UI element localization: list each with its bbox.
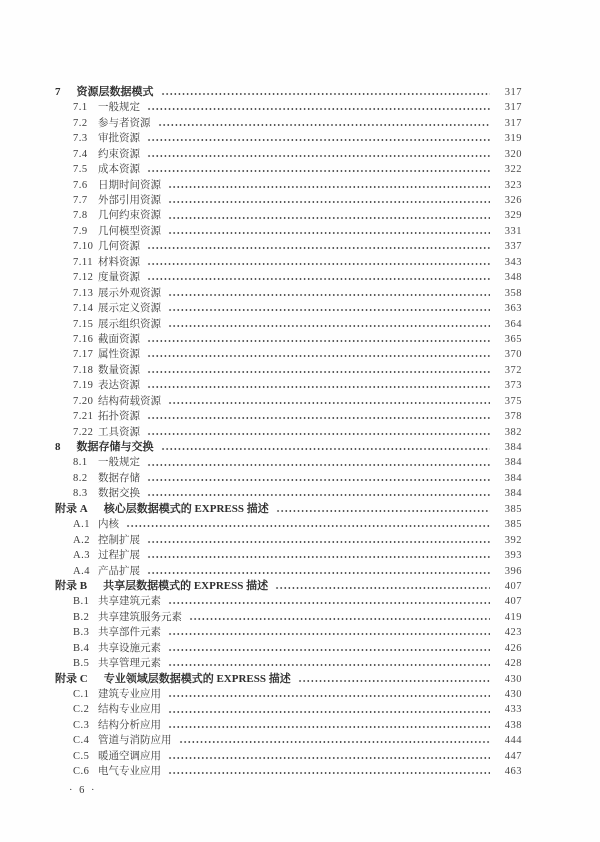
toc-entry-number: 7.12 bbox=[73, 272, 94, 284]
toc-entry-number: 8.3 bbox=[73, 488, 88, 500]
toc-entry-title: 共享建筑元素 bbox=[98, 596, 161, 608]
dot-leader bbox=[276, 502, 490, 517]
toc-entry-title: 展示外观资源 bbox=[98, 287, 161, 299]
toc-entry-number: 7.4 bbox=[73, 148, 88, 160]
toc-entry-title: 展示组织资源 bbox=[98, 318, 161, 330]
toc-entry-number: B.3 bbox=[73, 627, 90, 639]
dot-leader bbox=[147, 100, 490, 115]
toc-entry-page: 382 bbox=[504, 426, 522, 438]
toc-entry-number: 7.15 bbox=[73, 318, 94, 330]
toc-entry-page: 419 bbox=[504, 611, 522, 623]
dot-leader bbox=[168, 301, 490, 316]
toc-row bbox=[55, 162, 522, 177]
toc-row bbox=[55, 764, 522, 779]
toc-entry-number: 7.20 bbox=[73, 395, 94, 407]
toc-row bbox=[55, 85, 522, 100]
toc-entry-title: 工具资源 bbox=[98, 426, 140, 438]
dot-leader bbox=[147, 270, 490, 285]
toc-entry-page: 428 bbox=[504, 658, 522, 670]
toc-entry-number: C.2 bbox=[73, 704, 90, 716]
toc-entry-number: C.1 bbox=[73, 689, 90, 701]
toc-entry-number: 7.21 bbox=[73, 411, 94, 423]
toc-entry-number: 7.10 bbox=[73, 241, 94, 253]
toc-entry-page: 396 bbox=[504, 565, 522, 577]
toc-row bbox=[55, 733, 522, 748]
toc-entry-number: 7.9 bbox=[73, 225, 88, 237]
toc-entry-title: 一般规定 bbox=[98, 102, 140, 114]
toc-entry-title: 几何资源 bbox=[98, 241, 140, 253]
dot-leader bbox=[147, 332, 490, 347]
toc-entry-page: 343 bbox=[504, 256, 522, 268]
toc-entry-page: 384 bbox=[504, 457, 522, 469]
dot-leader bbox=[168, 749, 490, 764]
toc-entry-title: 电气专业应用 bbox=[98, 766, 161, 778]
toc-entry-number: 7.17 bbox=[73, 349, 94, 361]
page-number: · 6 · bbox=[69, 784, 97, 796]
toc-row bbox=[55, 533, 522, 548]
toc-entry-page: 317 bbox=[504, 86, 522, 98]
dot-leader bbox=[168, 193, 490, 208]
toc-entry-number: 7.14 bbox=[73, 303, 94, 315]
dot-leader bbox=[147, 425, 490, 440]
toc-entry-page: 364 bbox=[504, 318, 522, 330]
dot-leader bbox=[168, 625, 490, 640]
toc-entry-page: 430 bbox=[504, 673, 522, 685]
toc-entry-title: 材料资源 bbox=[98, 256, 140, 268]
dot-leader bbox=[275, 579, 490, 594]
toc-row bbox=[55, 517, 522, 532]
toc-row bbox=[55, 301, 522, 316]
dot-leader bbox=[147, 471, 490, 486]
toc-entry-page: 348 bbox=[504, 272, 522, 284]
toc-entry-page: 373 bbox=[504, 380, 522, 392]
dot-leader bbox=[147, 548, 490, 563]
toc-entry-page: 384 bbox=[504, 488, 522, 500]
dot-leader bbox=[158, 116, 491, 131]
dot-leader bbox=[147, 363, 490, 378]
toc-entry-title: 过程扩展 bbox=[98, 550, 140, 562]
toc-entry-title: 数量资源 bbox=[98, 364, 140, 376]
toc-row bbox=[55, 255, 522, 270]
toc-entry-title: 外部引用资源 bbox=[98, 195, 161, 207]
toc-entry-number: 7.2 bbox=[73, 117, 88, 129]
toc-entry-title: 结构专业应用 bbox=[98, 704, 161, 716]
dot-leader bbox=[147, 409, 490, 424]
toc-entry-title: 结构荷载资源 bbox=[98, 395, 161, 407]
toc-entry-title: 日期时间资源 bbox=[98, 179, 161, 191]
toc-entry-page: 392 bbox=[504, 534, 522, 546]
dot-leader bbox=[147, 162, 490, 177]
toc-entry-title: 展示定义资源 bbox=[98, 303, 161, 315]
toc-row bbox=[55, 394, 522, 409]
toc-entry-number: 7.1 bbox=[73, 102, 88, 114]
toc-entry-number: 7 bbox=[55, 85, 61, 98]
toc-entry-number: 7.8 bbox=[73, 210, 88, 222]
toc-entry-page: 407 bbox=[504, 580, 522, 592]
toc-entry-title: 共享设施元素 bbox=[98, 642, 161, 654]
toc-row bbox=[55, 672, 522, 687]
toc-entry-page: 365 bbox=[504, 333, 522, 345]
dot-leader bbox=[147, 347, 490, 362]
toc-entry-page: 447 bbox=[504, 750, 522, 762]
toc-entry-number: B.2 bbox=[73, 611, 90, 623]
toc-entry-number: 7.11 bbox=[73, 256, 93, 268]
toc-entry-page: 320 bbox=[504, 148, 522, 160]
toc-entry-number: 附录 B bbox=[55, 579, 88, 592]
toc-entry-number: A.2 bbox=[73, 534, 90, 546]
toc-entry-number: A.1 bbox=[73, 519, 90, 531]
toc-entry-title: 内核 bbox=[98, 519, 119, 531]
toc-entry-title: 共享部件元素 bbox=[98, 627, 161, 639]
toc-entry-page: 326 bbox=[504, 195, 522, 207]
toc-entry-title: 控制扩展 bbox=[98, 534, 140, 546]
dot-leader bbox=[147, 564, 490, 579]
toc-entry-title: 共享管理元素 bbox=[98, 658, 161, 670]
toc-row bbox=[55, 718, 522, 733]
toc-entry-title: 截面资源 bbox=[98, 333, 140, 345]
toc-row bbox=[55, 594, 522, 609]
toc-row bbox=[55, 116, 522, 131]
dot-leader bbox=[168, 178, 490, 193]
toc-row bbox=[55, 317, 522, 332]
toc-row bbox=[55, 147, 522, 162]
toc-row bbox=[55, 456, 522, 471]
toc-entry-page: 372 bbox=[504, 364, 522, 376]
toc-entry-number: 8.1 bbox=[73, 457, 88, 469]
dot-leader bbox=[168, 394, 490, 409]
toc-row bbox=[55, 270, 522, 285]
toc-entry-page: 426 bbox=[504, 642, 522, 654]
toc-row bbox=[55, 178, 522, 193]
dot-leader bbox=[168, 224, 490, 239]
toc-entry-number: C.5 bbox=[73, 750, 90, 762]
toc-entry-page: 444 bbox=[504, 735, 522, 747]
dot-leader bbox=[168, 718, 490, 733]
dot-leader bbox=[168, 687, 490, 702]
dot-leader bbox=[168, 656, 490, 671]
toc-row bbox=[55, 440, 522, 455]
toc-entry-page: 463 bbox=[504, 766, 522, 778]
dot-leader bbox=[147, 486, 490, 501]
toc-entry-page: 375 bbox=[504, 395, 522, 407]
toc-row bbox=[55, 363, 522, 378]
dot-leader bbox=[179, 733, 491, 748]
toc-entry-title: 管道与消防应用 bbox=[98, 735, 172, 747]
dot-leader bbox=[147, 456, 490, 471]
dot-leader bbox=[298, 672, 490, 687]
toc-row bbox=[55, 347, 522, 362]
toc-entry-title: 拓扑资源 bbox=[98, 411, 140, 423]
toc-row bbox=[55, 703, 522, 718]
toc-entry-title: 一般规定 bbox=[98, 457, 140, 469]
toc-row bbox=[55, 625, 522, 640]
dot-leader bbox=[147, 147, 490, 162]
toc-entry-title: 数据存储与交换 bbox=[76, 441, 154, 454]
toc-entry-title: 表达资源 bbox=[98, 380, 140, 392]
toc-entry-title: 数据存储 bbox=[98, 472, 140, 484]
toc-entry-number: A.3 bbox=[73, 550, 90, 562]
toc-entry-number: 附录 A bbox=[55, 502, 88, 515]
dot-leader bbox=[147, 255, 490, 270]
toc-entry-page: 322 bbox=[504, 164, 522, 176]
dot-leader bbox=[147, 239, 490, 254]
dot-leader bbox=[161, 440, 491, 455]
toc-entry-number: A.4 bbox=[73, 565, 90, 577]
toc-row bbox=[55, 332, 522, 347]
dot-leader bbox=[168, 703, 490, 718]
toc-row bbox=[55, 579, 522, 594]
toc-entry-page: 384 bbox=[504, 442, 522, 454]
toc-entry-number: 7.16 bbox=[73, 333, 94, 345]
toc-row bbox=[55, 486, 522, 501]
toc-row bbox=[55, 286, 522, 301]
toc-entry-title: 约束资源 bbox=[98, 148, 140, 160]
toc-entry-page: 385 bbox=[504, 519, 522, 531]
toc-entry-title: 产品扩展 bbox=[98, 565, 140, 577]
toc-entry-page: 438 bbox=[504, 719, 522, 731]
toc-row bbox=[55, 425, 522, 440]
toc-entry-number: 7.18 bbox=[73, 364, 94, 376]
footer bbox=[55, 785, 522, 797]
toc-entry-page: 433 bbox=[504, 704, 522, 716]
toc-entry-page: 329 bbox=[504, 210, 522, 222]
toc-entry-title: 审批资源 bbox=[98, 133, 140, 145]
toc-entry-page: 363 bbox=[504, 303, 522, 315]
toc-entry-number: 7.5 bbox=[73, 164, 88, 176]
toc-row bbox=[55, 656, 522, 671]
toc-row bbox=[55, 641, 522, 656]
toc-entry-number: 8 bbox=[55, 441, 61, 454]
toc-entry-number: 7.22 bbox=[73, 426, 94, 438]
toc-entry-number: 7.19 bbox=[73, 380, 94, 392]
toc-row bbox=[55, 409, 522, 424]
toc-entry-page: 423 bbox=[504, 627, 522, 639]
toc-row bbox=[55, 564, 522, 579]
toc-entry-number: 7.13 bbox=[73, 287, 94, 299]
dot-leader bbox=[168, 209, 490, 224]
toc-entry-page: 323 bbox=[504, 179, 522, 191]
dot-leader bbox=[168, 286, 490, 301]
toc-entry-number: 7.3 bbox=[73, 133, 88, 145]
dot-leader bbox=[147, 533, 490, 548]
toc-entry-page: 378 bbox=[504, 411, 522, 423]
toc-entry-title: 结构分析应用 bbox=[98, 719, 161, 731]
toc-entry-page: 319 bbox=[504, 133, 522, 145]
dot-leader bbox=[147, 131, 490, 146]
toc-entry-title: 专业领域层数据模式的 EXPRESS 描述 bbox=[103, 672, 291, 685]
toc-row bbox=[55, 239, 522, 254]
toc-entry-number: 8.2 bbox=[73, 472, 88, 484]
toc-entry-title: 属性资源 bbox=[98, 349, 140, 361]
toc-row bbox=[55, 131, 522, 146]
toc-row bbox=[55, 193, 522, 208]
toc-entry-page: 430 bbox=[504, 689, 522, 701]
dot-leader bbox=[168, 764, 490, 779]
toc-entry-page: 331 bbox=[504, 225, 522, 237]
toc-list bbox=[55, 85, 522, 780]
toc-entry-title: 资源层数据模式 bbox=[76, 85, 154, 98]
dot-leader bbox=[161, 85, 491, 100]
toc-entry-title: 建筑专业应用 bbox=[98, 689, 161, 701]
toc-entry-title: 共享建筑服务元素 bbox=[98, 611, 182, 623]
toc-row bbox=[55, 610, 522, 625]
toc-entry-page: 393 bbox=[504, 550, 522, 562]
toc-entry-number: B.5 bbox=[73, 658, 90, 670]
dot-leader bbox=[126, 517, 490, 532]
dot-leader bbox=[168, 641, 490, 656]
toc-entry-page: 370 bbox=[504, 349, 522, 361]
toc-entry-page: 385 bbox=[504, 503, 522, 515]
toc-entry-page: 317 bbox=[504, 102, 522, 114]
toc-entry-page: 407 bbox=[504, 596, 522, 608]
toc-row bbox=[55, 548, 522, 563]
toc-entry-title: 几何约束资源 bbox=[98, 210, 161, 222]
toc-entry-number: 附录 C bbox=[55, 672, 88, 685]
toc-entry-title: 数据交换 bbox=[98, 488, 140, 500]
toc-row bbox=[55, 471, 522, 486]
dot-leader bbox=[189, 610, 490, 625]
toc-entry-title: 共享层数据模式的 EXPRESS 描述 bbox=[103, 579, 269, 592]
toc-entry-number: 7.7 bbox=[73, 195, 88, 207]
toc-row bbox=[55, 100, 522, 115]
toc-entry-number: C.4 bbox=[73, 735, 90, 747]
toc-entry-number: B.1 bbox=[73, 596, 90, 608]
dot-leader bbox=[168, 594, 490, 609]
toc-entry-number: B.4 bbox=[73, 642, 90, 654]
toc-row bbox=[55, 687, 522, 702]
toc-row bbox=[55, 502, 522, 517]
toc-entry-number: C.6 bbox=[73, 766, 90, 778]
toc-entry-title: 参与者资源 bbox=[98, 117, 151, 129]
toc-entry-page: 337 bbox=[504, 241, 522, 253]
toc-row bbox=[55, 378, 522, 393]
dot-leader bbox=[147, 378, 490, 393]
toc-entry-title: 度量资源 bbox=[98, 272, 140, 284]
toc-row bbox=[55, 209, 522, 224]
toc-entry-number: 7.6 bbox=[73, 179, 88, 191]
toc-entry-page: 384 bbox=[504, 472, 522, 484]
toc-entry-page: 317 bbox=[504, 117, 522, 129]
toc-entry-title: 几何模型资源 bbox=[98, 225, 161, 237]
toc-entry-title: 核心层数据模式的 EXPRESS 描述 bbox=[103, 502, 269, 515]
dot-leader bbox=[168, 317, 490, 332]
toc-entry-page: 358 bbox=[504, 287, 522, 299]
toc-entry-title: 成本资源 bbox=[98, 164, 140, 176]
toc-entry-title: 暖通空调应用 bbox=[98, 750, 161, 762]
toc-row bbox=[55, 749, 522, 764]
toc-row bbox=[55, 224, 522, 239]
toc-entry-number: C.3 bbox=[73, 719, 90, 731]
